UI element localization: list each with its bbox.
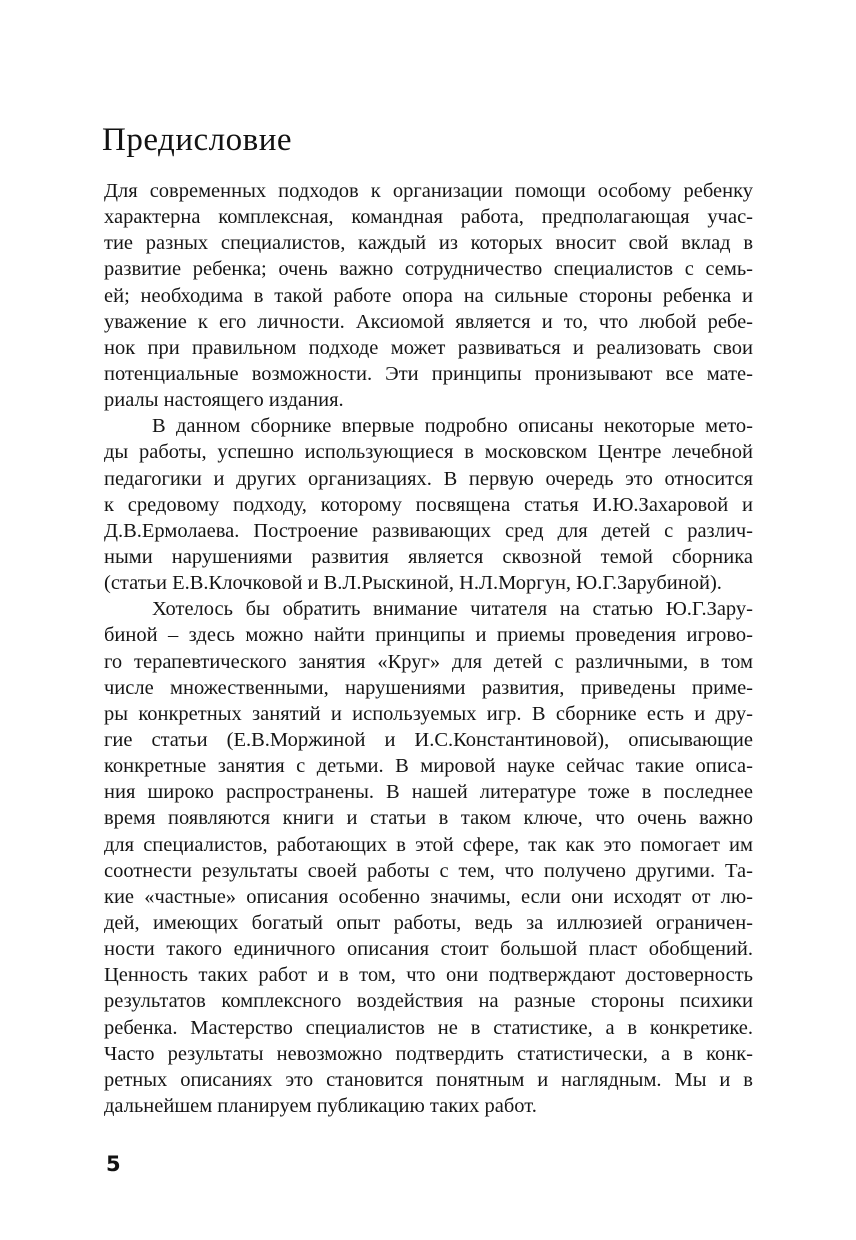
text-line: Часто результаты невозможно подтвердить статистически, а в конк- (104, 1042, 753, 1065)
text-line: дальнейшем планируем публикацию таких работ. (104, 1094, 537, 1117)
text-line: В данном сборнике впервые подробно описаны некоторые мето- (152, 415, 753, 438)
text-line: го терапевтического занятия «Круг» для детей с различными, в том (104, 650, 753, 673)
text-line: для специалистов, работающих в этой сфере, так как это помогает им (104, 833, 753, 856)
text-line: к средовому подходу, которому посвящена статья И.Ю.Захаровой и (104, 493, 753, 516)
text-line: ей; необходима в такой работе опора на сильные стороны ребенка и (104, 284, 753, 307)
text-line: развитие ребенка; очень важно сотрудничество специалистов с семь- (104, 258, 753, 281)
paragraph (104, 178, 753, 413)
text-line: уважение к его личности. Аксиомой является и то, что любой ребе- (104, 310, 753, 333)
text-line: риалы настоящего издания. (104, 389, 344, 412)
text-line: время появляются книги и статьи в таком ключе, что очень важно (104, 807, 753, 830)
text-line: числе множественными, нарушениями развития, приведены приме- (104, 676, 753, 699)
page-number: 5 (106, 1152, 121, 1176)
text-line: тие разных специалистов, каждый из которых вносит свой вклад в (104, 232, 753, 255)
text-line: ретных описаниях это становится понятным и наглядным. Мы и в (104, 1068, 753, 1091)
text-line: ребенка. Мастерство специалистов не в статистике, а в конкретике. (104, 1016, 753, 1039)
text-line: педагогики и других организациях. В первую очередь это относится (104, 467, 753, 490)
text-line: биной – здесь можно найти принципы и приемы проведения игрово- (104, 624, 753, 647)
paragraph (104, 596, 753, 1119)
text-line: ры конкретных занятий и используемых игр. В сборнике есть и дру- (104, 702, 753, 725)
text-line: Д.В.Ермолаева. Построение развивающих сред для детей с различ- (104, 519, 753, 542)
text-line: потенциальные возможности. Эти принципы пронизывают все мате- (104, 362, 753, 385)
text-line: результатов комплексного воздействия на разные стороны психики (104, 990, 753, 1013)
text-line: ности такого единичного описания стоит большой пласт обобщений. (104, 938, 753, 961)
text-line: Для современных подходов к организации помощи особому ребенку (104, 180, 753, 202)
text-line: дей, имеющих богатый опыт работы, ведь за иллюзией ограничен- (104, 911, 753, 934)
text-line: характерна комплексная, командная работа, предполагающая учас- (104, 206, 753, 229)
text-line: ды работы, успешно использующиеся в московском Центре лечебной (104, 441, 753, 464)
text-line: ния широко распространены. В нашей литературе тоже в последнее (104, 781, 753, 804)
text-body (104, 178, 753, 1119)
paragraph (104, 413, 753, 596)
text-line: Хотелось бы обратить внимание читателя на статью Ю.Г.Зару- (152, 598, 753, 621)
text-line: кие «частные» описания особенно значимы, если они исходят от лю- (104, 885, 753, 908)
text-line: конкретные занятия с детьми. В мировой науке сейчас такие описа- (104, 755, 753, 778)
text-line: соотнести результаты своей работы с тем, что получено другими. Та- (104, 859, 753, 882)
text-line: ными нарушениями развития является сквозной темой сборника (104, 545, 753, 568)
page-title: Предисловие (102, 122, 292, 159)
text-line: Ценность таких работ и в том, что они подтверждают достоверность (104, 964, 753, 987)
text-line: (статьи Е.В.Клочковой и В.Л.Рыскиной, Н.Л.Моргун, Ю.Г.Зарубиной). (104, 572, 722, 595)
text-line: гие статьи (Е.В.Моржиной и И.С.Константиновой), описывающие (104, 728, 753, 751)
text-line: нок при правильном подходе может развиваться и реализовать свои (104, 336, 753, 359)
